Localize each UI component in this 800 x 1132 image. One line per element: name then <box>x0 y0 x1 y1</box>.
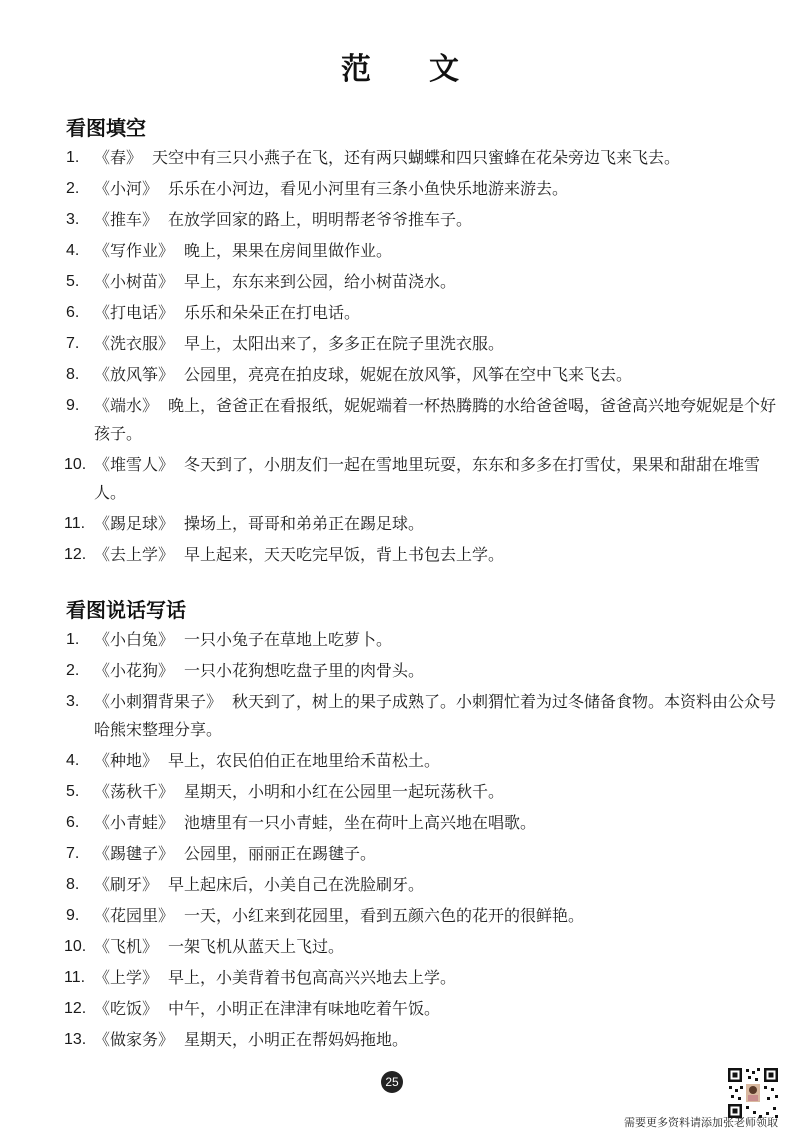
entry-title: 《飞机》 <box>94 937 159 956</box>
entry-text: 星期天，小明和小红在公园里一起玩荡秋千。 <box>184 782 505 801</box>
entry-title: 《端水》 <box>94 396 159 415</box>
entry-number: 2. <box>66 662 80 679</box>
entry-text: 操场上，哥哥和弟弟正在踢足球。 <box>184 514 425 533</box>
entry-text: 池塘里有一只小青蛙，坐在荷叶上高兴地在唱歌。 <box>184 813 537 832</box>
entry-title: 《刷牙》 <box>94 875 159 894</box>
list-item <box>66 626 786 654</box>
entry-title: 《踢毽子》 <box>94 844 175 863</box>
qr-caption: 需要更多资料请添加张老师领取 <box>624 1116 778 1129</box>
entry-number: 7. <box>66 335 80 352</box>
entry-number: 3. <box>66 693 80 710</box>
entry-number: 7. <box>66 845 80 862</box>
entry-title: 《小花狗》 <box>94 661 175 680</box>
entry-text: 早上，东东来到公园，给小树苗浇水。 <box>184 272 457 291</box>
entry-number: 5. <box>66 783 80 800</box>
entry-title: 《踢足球》 <box>94 514 175 533</box>
entry-number: 9. <box>66 907 80 924</box>
entry-number: 5. <box>66 273 80 290</box>
page-number: 25 <box>381 1071 403 1093</box>
entry-title: 《堆雪人》 <box>94 455 175 474</box>
entry-text: 冬天到了，小朋友们一起在雪地里玩耍，东东和多多在打雪仗，果果和甜甜在堆雪人。 <box>94 455 761 502</box>
entry-number: 11. <box>64 969 86 986</box>
list-item <box>66 809 786 837</box>
entry-title: 《春》 <box>94 148 143 167</box>
list-item <box>66 361 786 389</box>
entry-title: 《荡秋千》 <box>94 782 175 801</box>
list-item <box>66 268 786 296</box>
section-picture-writing <box>66 594 786 1057</box>
list-item <box>66 206 786 234</box>
entry-title: 《小河》 <box>94 179 159 198</box>
list-item <box>66 778 786 806</box>
entry-number: 10. <box>64 456 87 473</box>
entry-text: 一只小兔子在草地上吃萝卜。 <box>184 630 393 649</box>
list-item <box>66 657 786 685</box>
entry-number: 9. <box>66 397 80 414</box>
entry-title: 《种地》 <box>94 751 159 770</box>
list-item <box>66 871 786 899</box>
entry-title: 《洗衣服》 <box>94 334 175 353</box>
entry-number: 11. <box>64 515 86 532</box>
entry-title: 《推车》 <box>94 210 159 229</box>
list-item <box>66 902 786 930</box>
entry-number: 8. <box>66 876 80 893</box>
entry-title: 《去上学》 <box>94 545 175 564</box>
entry-title: 《小白兔》 <box>94 630 175 649</box>
entry-text: 早上起床后，小美自己在洗脸刷牙。 <box>168 875 425 894</box>
qr-code-icon <box>726 1066 780 1120</box>
entry-text: 早上，太阳出来了，多多正在院子里洗衣服。 <box>184 334 505 353</box>
entry-number: 12. <box>64 1000 87 1017</box>
entry-list <box>66 144 786 569</box>
section-heading: 看图填空 <box>66 116 146 140</box>
entry-text: 晚上，爸爸正在看报纸，妮妮端着一杯热腾腾的水给爸爸喝，爸爸高兴地夸妮妮是个好孩子。 <box>94 396 777 443</box>
entry-text: 秋天到了，树上的果子成熟了。小刺猬忙着为过冬储备食物。本资料由公众号哈熊宋整理分享。 <box>94 692 777 739</box>
entry-title: 《写作业》 <box>94 241 175 260</box>
entry-number: 4. <box>66 242 80 259</box>
list-item <box>66 392 786 448</box>
entry-text: 早上，农民伯伯正在地里给禾苗松土。 <box>168 751 441 770</box>
entry-number: 1. <box>66 631 80 648</box>
list-item <box>66 995 786 1023</box>
entry-number: 1. <box>66 149 80 166</box>
entry-text: 公园里，丽丽正在踢毽子。 <box>184 844 377 863</box>
list-item <box>66 541 786 569</box>
entry-list <box>66 626 786 1054</box>
entry-title: 《放风筝》 <box>94 365 175 384</box>
entry-title: 《花园里》 <box>94 906 175 925</box>
entry-text: 中午，小明正在津津有味地吃着午饭。 <box>168 999 441 1018</box>
entry-number: 3. <box>66 211 80 228</box>
entry-number: 6. <box>66 814 80 831</box>
entry-text: 公园里，亮亮在拍皮球，妮妮在放风筝，风筝在空中飞来飞去。 <box>184 365 633 384</box>
entry-title: 《上学》 <box>94 968 159 987</box>
page-title: 范文 <box>341 52 517 87</box>
list-item <box>66 964 786 992</box>
list-item <box>66 144 786 172</box>
entry-title: 《小树苗》 <box>94 272 175 291</box>
entry-text: 在放学回家的路上，明明帮老爷爷推车子。 <box>168 210 473 229</box>
entry-text: 乐乐和朵朵正在打电话。 <box>184 303 361 322</box>
entry-number: 4. <box>66 752 80 769</box>
entry-text: 晚上，果果在房间里做作业。 <box>184 241 393 260</box>
list-item <box>66 840 786 868</box>
entry-text: 早上，小美背着书包高高兴兴地去上学。 <box>168 968 457 987</box>
entry-number: 13. <box>64 1031 87 1048</box>
entry-title: 《吃饭》 <box>94 999 159 1018</box>
entry-title: 《小刺猬背果子》 <box>94 692 223 711</box>
entry-text: 早上起来，天天吃完早饭，背上书包去上学。 <box>184 545 505 564</box>
list-item <box>66 330 786 358</box>
entry-title: 《小青蛙》 <box>94 813 175 832</box>
list-item <box>66 451 786 507</box>
entry-number: 6. <box>66 304 80 321</box>
section-heading: 看图说话写话 <box>66 598 186 622</box>
entry-text: 一只小花狗想吃盘子里的肉骨头。 <box>184 661 425 680</box>
entry-number: 2. <box>66 180 80 197</box>
entry-number: 8. <box>66 366 80 383</box>
list-item <box>66 299 786 327</box>
list-item <box>66 688 786 744</box>
entry-number: 10. <box>64 938 87 955</box>
list-item <box>66 237 786 265</box>
list-item <box>66 510 786 538</box>
entry-text: 一架飞机从蓝天上飞过。 <box>168 937 345 956</box>
entry-title: 《打电话》 <box>94 303 175 322</box>
entry-text: 一天，小红来到花园里，看到五颜六色的花开的很鲜艳。 <box>184 906 585 925</box>
entry-number: 12. <box>64 546 87 563</box>
section-fill-in-blank <box>66 112 786 572</box>
entry-text: 乐乐在小河边，看见小河里有三条小鱼快乐地游来游去。 <box>168 179 569 198</box>
list-item <box>66 747 786 775</box>
list-item <box>66 175 786 203</box>
entry-text: 天空中有三只小燕子在飞，还有两只蝴蝶和四只蜜蜂在花朵旁边飞来飞去。 <box>152 148 681 167</box>
list-item <box>66 1026 786 1054</box>
list-item <box>66 933 786 961</box>
entry-title: 《做家务》 <box>94 1030 175 1049</box>
entry-text: 星期天，小明正在帮妈妈拖地。 <box>184 1030 409 1049</box>
